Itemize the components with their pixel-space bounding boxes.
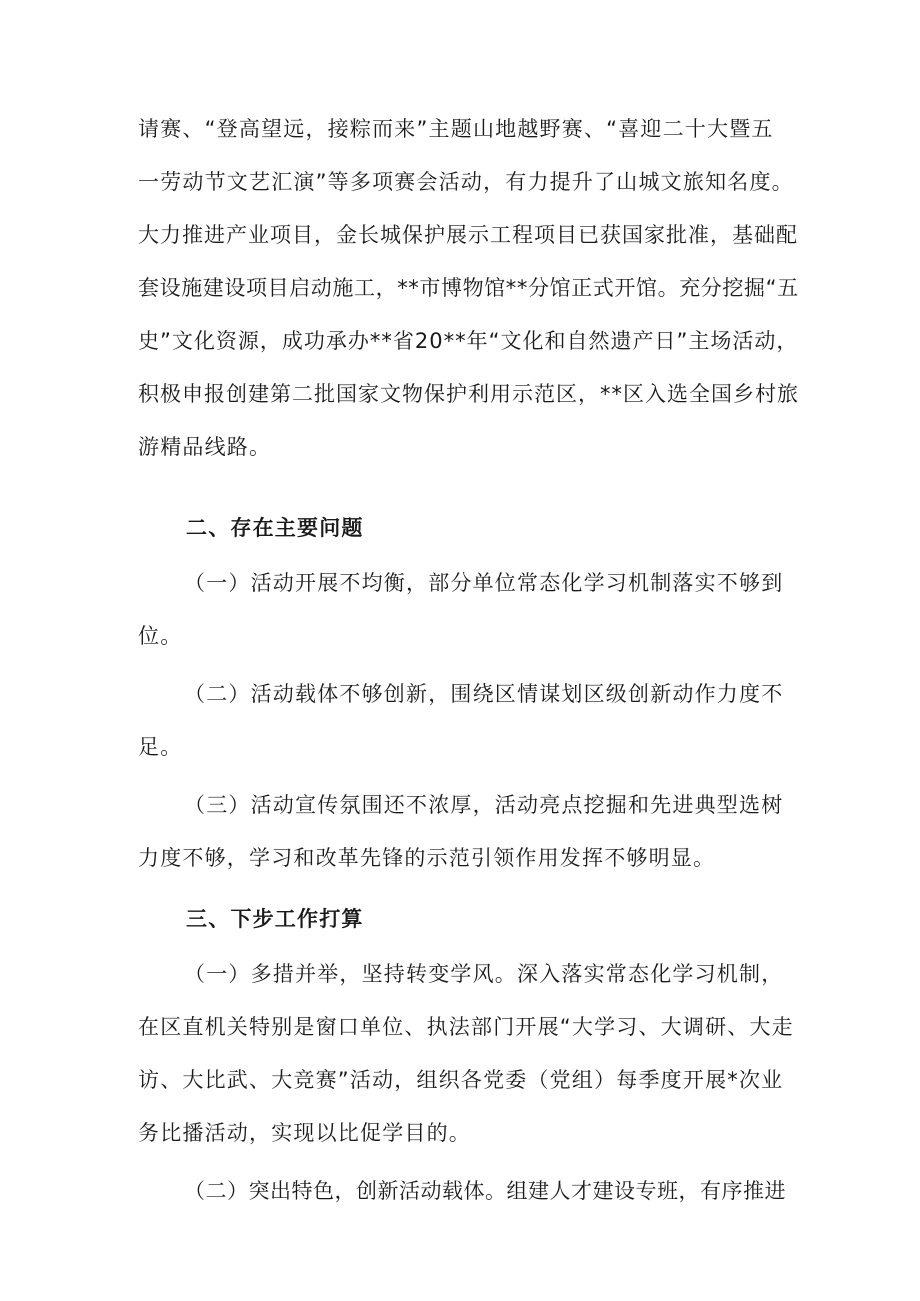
- text-line: 请赛、“登高望远，接粽而来”主题山地越野赛、“喜迎二十大暨五: [138, 117, 774, 141]
- text-line: 积极申报创建第二批国家文物保护利用示范区，**区入选全国乡村旅: [138, 382, 799, 406]
- text-line: 力度不够，学习和改革先锋的示范引领作用发挥不够明显。: [138, 846, 716, 870]
- text-line: （三）活动宣传氛围还不浓厚，活动亮点挖掘和先进典型选树: [184, 793, 784, 817]
- text-line: 游精品线路。: [138, 435, 272, 459]
- text-line: （一）活动开展不均衡，部分单位常态化学习机制落实不够到: [184, 571, 784, 595]
- text-line: 访、大比武、大竞赛”活动，组织各党委（党组）每季度开展*次业: [138, 1068, 784, 1092]
- section-heading: 三、下步工作打算: [186, 907, 364, 931]
- section-heading: 二、存在主要问题: [186, 516, 364, 540]
- text-line: 大力推进产业项目，金长城保护展示工程项目已获国家批准，基础配: [138, 223, 798, 247]
- text-line: （二）突出特色，创新活动载体。组建人才建设专班，有序推进: [184, 1179, 786, 1203]
- text-line: 足。: [138, 735, 183, 759]
- text-line: 在区直机关特别是窗口单位、执法部门开展“大学习、大调研、大走: [138, 1015, 794, 1039]
- text-line: 史”文化资源，成功承办**省20**年“文化和自然遗产日”主场活动，: [138, 329, 799, 353]
- text-line: （二）活动载体不够创新，围绕区情谋划区级创新动作力度不: [184, 682, 784, 706]
- text-line: （一）多措并举，坚持转变学风。深入落实常态化学习机制，: [184, 962, 784, 986]
- text-line: 套设施建设项目启动施工，**市博物馆**分馆正式开馆。充分挖掘“五: [138, 276, 799, 300]
- text-line: 务比播活动，实现以比促学目的。: [138, 1121, 471, 1145]
- text-line: 位。: [138, 624, 183, 648]
- text-line: 一劳动节文艺汇演”等多项赛会活动，有力提升了山城文旅知名度。: [138, 170, 794, 194]
